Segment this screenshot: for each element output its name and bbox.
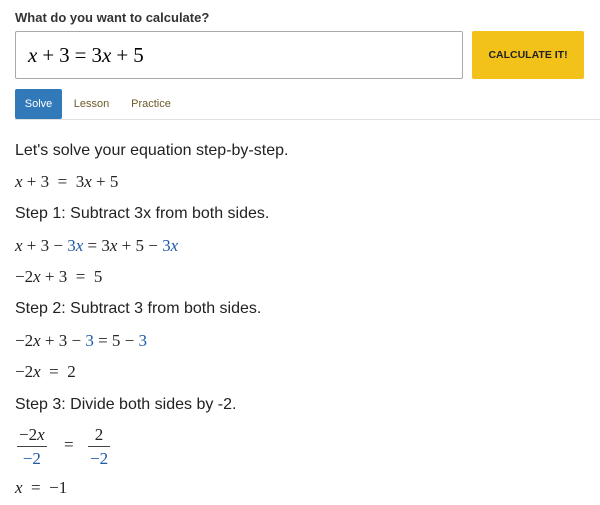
fraction-right-denominator: −2 (90, 449, 109, 468)
input-plus2: + (116, 42, 129, 67)
input-coef: 3 (91, 42, 103, 67)
input-plus: + (42, 42, 55, 67)
m-blue: 3 (85, 331, 94, 350)
step-3-text: Step 3: Divide both sides by -2. (15, 396, 237, 413)
m-x: x (33, 331, 41, 350)
m-blue-x: x (75, 236, 84, 255)
m-x: x (15, 478, 23, 497)
fraction-left-denominator: −2 (22, 449, 41, 468)
input-var-x2: x (102, 42, 112, 67)
tab-solve[interactable]: Solve (15, 89, 62, 119)
m-x: x (33, 267, 41, 286)
input-equals: = (74, 42, 87, 67)
m-t: + 3 = 3 (22, 172, 85, 191)
m-t: −2 (15, 267, 34, 286)
step-1-text: Step 1: Subtract 3x from both sides. (15, 205, 270, 222)
m-t: + 3 − (40, 331, 86, 350)
m-blue: 3 (138, 331, 148, 350)
equation-input[interactable] (15, 31, 463, 79)
m-t: + 3 − (22, 236, 68, 255)
input-three: 3 (59, 42, 70, 67)
m-x: x (33, 362, 41, 381)
m-t: = 3 (83, 236, 110, 255)
equation-step-1 (15, 236, 178, 256)
tab-practice[interactable]: Practice (131, 98, 171, 110)
fraction-left (17, 425, 47, 469)
m-t: −2 (15, 331, 34, 350)
m-blue: 3 (67, 236, 76, 255)
equation-step-1-result (15, 267, 102, 287)
m-blue-x: x (170, 236, 179, 255)
input-var-x: x (28, 42, 38, 67)
m-x: x (84, 172, 92, 191)
fraction-bar (17, 446, 47, 447)
m-t: −2 (19, 425, 38, 444)
fraction-left-numerator (17, 425, 47, 445)
equation-final (15, 478, 67, 498)
m-x: x (37, 425, 45, 444)
equation-original (15, 172, 118, 192)
equation-step-2 (15, 331, 147, 351)
fraction-equals: = (64, 435, 74, 454)
fraction-right (88, 425, 110, 469)
m-x: x (109, 236, 118, 255)
tab-lesson[interactable]: Lesson (73, 98, 110, 110)
calculate-button[interactable]: CALCULATE IT! (472, 31, 584, 79)
m-t: + 5 (91, 172, 119, 191)
m-t: + 5 − (117, 236, 163, 255)
fraction-right-numerator: 2 (94, 425, 104, 444)
question-label: What do you want to calculate? (15, 10, 210, 25)
fraction-bar (88, 446, 110, 447)
m-x: x (15, 236, 23, 255)
m-x: x (15, 172, 23, 191)
m-t: = −1 (22, 478, 68, 497)
m-t: + 3 = 5 (40, 267, 103, 286)
m-t: = 5 − (93, 331, 139, 350)
equation-step-2-result (15, 362, 76, 382)
intro-text: Let's solve your equation step-by-step. (15, 142, 289, 159)
step-2-text: Step 2: Subtract 3 from both sides. (15, 300, 262, 317)
m-t: = 2 (40, 362, 76, 381)
tab-bar (15, 89, 600, 120)
m-t: −2 (15, 362, 34, 381)
input-five: 5 (133, 42, 144, 67)
m-blue: 3 (162, 236, 171, 255)
